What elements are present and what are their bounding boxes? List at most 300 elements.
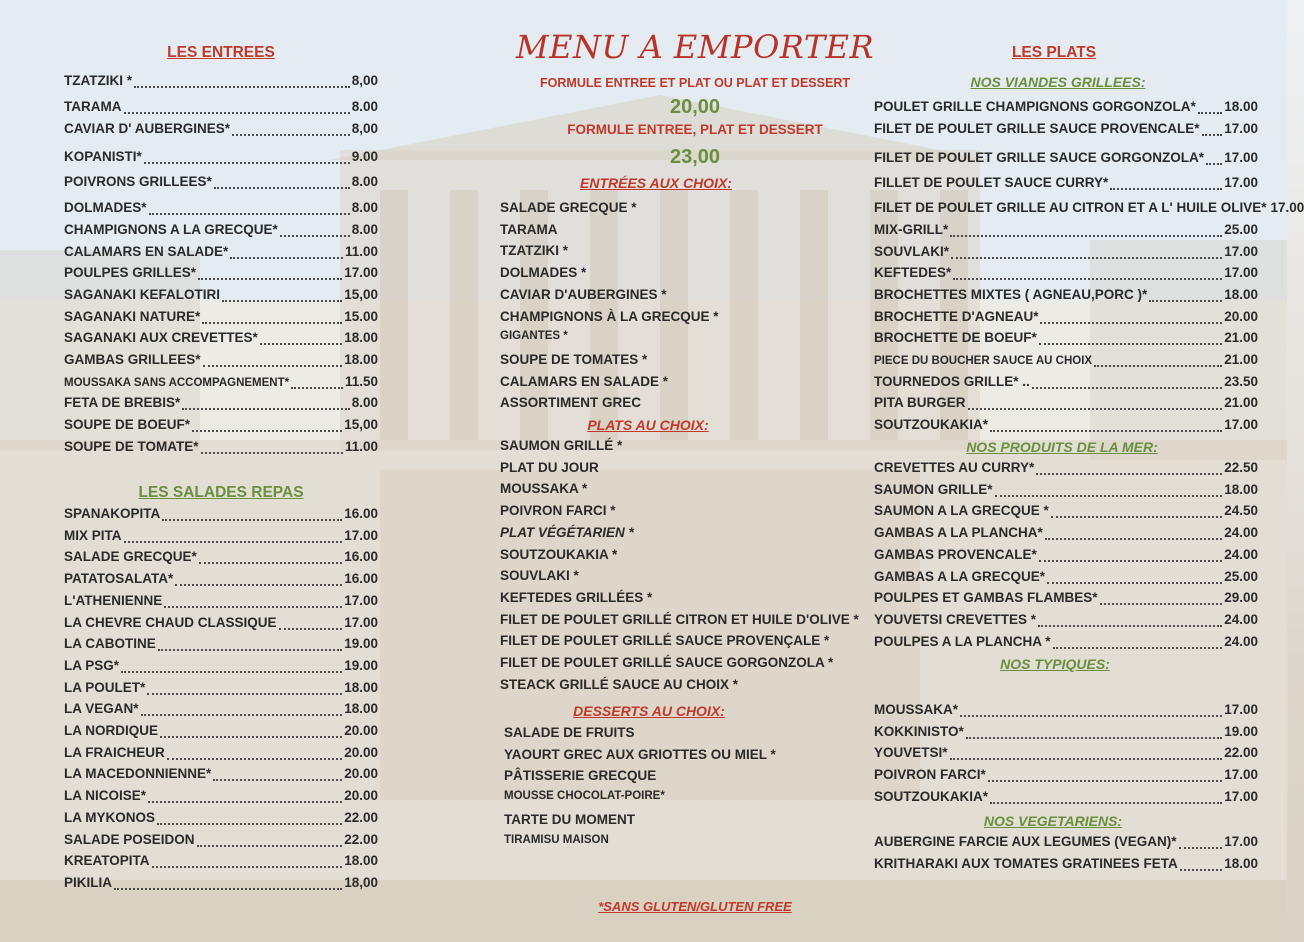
menu-item-price: 8,00 <box>351 73 378 88</box>
dot-leader <box>1149 299 1222 302</box>
dot-leader <box>260 342 342 345</box>
menu-item-price: 17.00 <box>1224 789 1258 804</box>
menu-item-price: 21.00 <box>1224 352 1258 367</box>
menu-item-row <box>64 352 378 372</box>
menu-item-row <box>874 834 1258 854</box>
menu-item-row <box>874 745 1258 765</box>
menu-item-name: L'ATHENIENNE <box>64 593 163 608</box>
menu-item-row <box>874 175 1258 195</box>
mer-heading: NOS PRODUITS DE LA MER: <box>966 439 1158 455</box>
menu-item-name: PIECE DU BOUCHER SAUCE AU CHOIX <box>874 355 1093 367</box>
menu-item-price: 17.00 <box>1224 767 1258 782</box>
menu-item-name: PITA BURGER <box>874 395 966 410</box>
menu-item-price: 17.00 <box>1224 244 1258 259</box>
menu-item-row <box>64 99 378 119</box>
menu-item-name: SOUPE DE TOMATE* <box>64 439 199 454</box>
menu-item-row <box>64 417 378 437</box>
menu-item-name: KEFTEDES* <box>874 265 952 280</box>
menu-item-price: 18.00 <box>344 330 378 345</box>
menu-item-price: 15,00 <box>344 417 378 432</box>
dot-leader <box>201 451 343 454</box>
menu-item-price: 8.00 <box>351 200 378 215</box>
dot-leader <box>157 822 342 825</box>
menu-item-name: BROCHETTES MIXTES ( AGNEAU,PORC )* <box>874 287 1148 302</box>
menu-item-row <box>64 528 378 548</box>
menu-item-name: SOUVLAKI* <box>874 244 950 259</box>
dot-leader <box>1047 581 1222 584</box>
menu-item-name: FILET DE POULET GRILLE SAUCE GORGONZOLA* <box>874 150 1205 165</box>
dot-leader <box>291 386 343 389</box>
menu-item-name: YOUVETSI* <box>874 745 948 760</box>
menu-item-row <box>64 701 378 721</box>
menu-item-price: 17.00 <box>344 265 378 280</box>
menu-item-name: GAMBAS A LA PLANCHA* <box>874 525 1043 540</box>
menu-item-row <box>64 149 378 169</box>
menu-item: TIRAMISU MAISON <box>504 834 609 846</box>
menu-item-name: SPANAKOPITA <box>64 506 161 521</box>
menu-item-name: SOUPE DE BOEUF* <box>64 417 191 432</box>
menu-item-row <box>64 658 378 678</box>
menu-item-price: 17.00 <box>1224 121 1258 136</box>
dot-leader <box>148 800 342 803</box>
menu-item-row <box>64 593 378 613</box>
menu-item-name: PIKILIA <box>64 875 113 890</box>
menu-item-price: 8.00 <box>351 222 378 237</box>
menu-item-price: 17.00 <box>344 615 378 630</box>
menu-item-name: POULPES GRILLES* <box>64 265 197 280</box>
menu-item: SAUMON GRILLÉ * <box>500 438 623 453</box>
formule-entree-plat: FORMULE ENTREE ET PLAT OU PLAT ET DESSERT <box>540 76 850 90</box>
menu-item-price: 21.00 <box>1224 395 1258 410</box>
plats-heading: LES PLATS <box>1011 44 1097 61</box>
menu-item-row <box>64 439 378 459</box>
menu-item-price: 17.00 <box>344 528 378 543</box>
formule-entree-plat-price: 20,00 <box>669 96 721 118</box>
menu-item-price: 22.00 <box>344 832 378 847</box>
menu-item-price: 11.00 <box>344 439 378 454</box>
menu-item-row <box>874 590 1258 610</box>
menu-item-name: LA MACEDONNIENNE* <box>64 766 212 781</box>
menu-item-price: 18.00 <box>1224 287 1258 302</box>
menu-item-row <box>64 636 378 656</box>
menu-item-price: 11.50 <box>344 374 378 389</box>
menu-item-row <box>874 702 1258 722</box>
menu-item-price: 19.00 <box>344 658 378 673</box>
menu-item-price: 8.00 <box>351 99 378 114</box>
menu-item-row <box>874 265 1258 285</box>
menu-item: FILET DE POULET GRILLÉ SAUCE GORGONZOLA * <box>500 655 834 670</box>
menu-item-name: SAGANAKI AUX CREVETTES* <box>64 330 258 345</box>
dot-leader <box>214 186 350 189</box>
menu-item-price: 19.00 <box>344 636 378 651</box>
menu-item-row <box>874 856 1258 876</box>
menu-item-price: 18.00 <box>344 680 378 695</box>
menu-item: ASSORTIMENT GREC <box>500 395 642 410</box>
gluten-free-note: *SANS GLUTEN/GLUTEN FREE <box>598 899 792 914</box>
dot-leader <box>1036 472 1222 475</box>
dot-leader <box>167 757 342 760</box>
menu-item-name: AUBERGINE FARCIE AUX LEGUMES (VEGAN)* <box>874 834 1177 849</box>
menu-item: PLAT DU JOUR <box>500 460 599 475</box>
menu-item-row <box>64 745 378 765</box>
menu-item-price: 24.50 <box>1224 503 1258 518</box>
dot-leader <box>230 256 343 259</box>
dot-leader <box>1039 559 1222 562</box>
menu-item: PÂTISSERIE GRECQUE <box>504 768 657 783</box>
menu-item-name: SALADE GRECQUE* <box>64 549 197 564</box>
menu-item-price: 25.00 <box>1224 222 1258 237</box>
dot-leader <box>279 627 343 630</box>
menu-item: PLAT VÉGÉTARIEN * <box>500 525 634 540</box>
dot-leader <box>990 801 1222 804</box>
menu-item-name: LA PSG* <box>64 658 120 673</box>
menu-item-price: 20.00 <box>344 766 378 781</box>
dot-leader <box>1202 133 1223 136</box>
menu-item-name: MIX PITA <box>64 528 122 543</box>
menu-item: CHAMPIGNONS À LA GRECQUE * <box>500 309 719 324</box>
menu-item-name: POIVRON FARCI* <box>874 767 986 782</box>
menu-item-name: MIX-GRILL* <box>874 222 949 237</box>
entrees-heading: LES ENTREES <box>167 44 275 61</box>
menu-item-row <box>874 150 1258 170</box>
menu-item-price: 29.00 <box>1224 590 1258 605</box>
menu-item: MOUSSAKA * <box>500 481 588 496</box>
menu-item-price: 17.00 <box>1224 417 1258 432</box>
menu-item-name: LA CHEVRE CHAUD CLASSIQUE <box>64 615 277 630</box>
menu-item: SOUTZOUKAKIA * <box>500 547 618 562</box>
menu-item-price: 16.00 <box>344 549 378 564</box>
menu-item-row <box>874 374 1258 394</box>
menu-item-row <box>874 460 1258 480</box>
dot-leader <box>114 887 342 890</box>
menu-item: FILET DE POULET GRILLÉ CITRON ET HUILE D'OLIVE * <box>500 612 859 627</box>
menu-item: SOUVLAKI * <box>500 568 579 583</box>
dot-leader <box>1206 162 1222 165</box>
menu-item-name: CREVETTES AU CURRY* <box>874 460 1035 475</box>
menu-item-name: LA FRAICHEUR <box>64 745 165 760</box>
menu-item: YAOURT GREC AUX GRIOTTES OU MIEL * <box>504 747 776 762</box>
menu-item-row <box>64 200 378 220</box>
dot-leader <box>158 648 342 651</box>
menu-item-price: 24.00 <box>1224 612 1258 627</box>
dot-leader <box>1100 602 1223 605</box>
menu-item-price: 18.00 <box>1224 482 1258 497</box>
menu-item-name: FILET DE POULET GRILLE SAUCE PROVENCALE* <box>874 121 1200 136</box>
dot-leader <box>162 518 342 521</box>
dot-leader <box>988 779 1222 782</box>
menu-item-row <box>64 287 378 307</box>
menu-item-price: 19.00 <box>1224 724 1258 739</box>
menu-item-price: 23.50 <box>1224 374 1258 389</box>
menu-item-name: GAMBAS GRILLEES* <box>64 352 201 367</box>
dot-leader <box>990 429 1222 432</box>
menu-item-name: FILET DE POULET GRILLE AU CITRON ET A L' HUILE OLIVE* <box>874 200 1267 215</box>
dot-leader <box>1094 364 1222 367</box>
menu-item: SALADE DE FRUITS <box>504 725 635 740</box>
menu-item-price: 16.00 <box>344 571 378 586</box>
dot-leader <box>966 736 1222 739</box>
menu-item-row <box>64 615 378 635</box>
dot-leader <box>192 429 342 432</box>
menu-item-price: 18.00 <box>1224 99 1258 114</box>
menu-item-price: 20.00 <box>344 745 378 760</box>
dot-leader <box>175 583 342 586</box>
dot-leader <box>968 407 1223 410</box>
menu-item-row <box>64 174 378 194</box>
dot-leader <box>149 212 350 215</box>
menu-item-row <box>874 767 1258 787</box>
dot-leader <box>232 133 350 136</box>
menu-item: TZATZIKI * <box>500 243 568 258</box>
menu-item-row <box>64 788 378 808</box>
menu-item-name: CAVIAR D' AUBERGINES* <box>64 121 230 136</box>
menu-item-name: KREATOPITA <box>64 853 150 868</box>
salades-heading: LES SALADES REPAS <box>138 484 304 501</box>
menu-item-row <box>874 244 1258 264</box>
dot-leader <box>164 605 342 608</box>
dot-leader <box>1045 537 1222 540</box>
formule-entree-plat-dessert-price: 23,00 <box>669 146 721 168</box>
menu-title: MENU A EMPORTER <box>515 28 875 66</box>
menu-item: TARAMA <box>500 222 558 237</box>
menu-item-price: 20.00 <box>1224 309 1258 324</box>
menu-item-name: LA VEGAN* <box>64 701 139 716</box>
menu-item-name: POULPES ET GAMBAS FLAMBES* <box>874 590 1098 605</box>
menu-item-row <box>64 374 378 394</box>
menu-item-price: 17.00 <box>1224 265 1258 280</box>
menu-item-row <box>64 265 378 285</box>
menu-item: TARTE DU MOMENT <box>504 812 635 827</box>
dot-leader <box>960 714 1222 717</box>
menu-item-name: TOURNEDOS GRILLE* .. <box>874 374 1030 389</box>
dot-leader <box>134 85 350 88</box>
menu-item-name: YOUVETSI CREVETTES * <box>874 612 1037 627</box>
menu-item: CAVIAR D'AUBERGINES * <box>500 287 667 302</box>
menu-item-name: DOLMADES* <box>64 200 147 215</box>
menu-item-price: 18.00 <box>1224 856 1258 871</box>
dot-leader <box>953 277 1222 280</box>
dot-leader <box>1198 111 1222 114</box>
menu-item-price: 20.00 <box>344 788 378 803</box>
dot-leader <box>222 299 342 302</box>
menu-item-price: 17.00 <box>1224 175 1258 190</box>
menu-item-row <box>874 222 1258 242</box>
dot-leader <box>152 865 343 868</box>
formule-entree-plat-dessert: FORMULE ENTREE, PLAT ET DESSERT <box>567 122 823 137</box>
menu-item-price: 8.00 <box>351 174 378 189</box>
dot-leader <box>1179 846 1223 849</box>
menu-item-name: POULPES A LA PLANCHA * <box>874 634 1051 649</box>
dot-leader <box>202 321 342 324</box>
dot-leader <box>1180 868 1222 871</box>
menu-item-row <box>64 723 378 743</box>
dot-leader <box>1039 342 1222 345</box>
plats-choix-heading: PLATS AU CHOIX: <box>587 417 709 433</box>
dot-leader <box>1038 624 1222 627</box>
menu-item: DOLMADES * <box>500 265 587 280</box>
menu-item: GIGANTES * <box>500 330 568 342</box>
menu-item-row <box>64 222 378 242</box>
dot-leader <box>950 757 1223 760</box>
menu-item-name: LA POULET* <box>64 680 146 695</box>
menu-item-row <box>64 810 378 830</box>
menu-item-row <box>874 395 1258 415</box>
menu-item: POIVRON FARCI * <box>500 503 616 518</box>
menu-item-name: SALADE POSEIDON <box>64 832 195 847</box>
menu-item-row <box>64 121 378 141</box>
menu-item-price: 15.00 <box>344 309 378 324</box>
menu-item-price: 24.00 <box>1224 634 1258 649</box>
menu-item-name: MOUSSAKA* <box>874 702 959 717</box>
menu-item-name: TZATZIKI * <box>64 73 132 88</box>
viandes-heading: NOS VIANDES GRILLEES: <box>970 74 1146 90</box>
dot-leader <box>141 713 343 716</box>
menu-item-row <box>874 330 1258 350</box>
dot-leader <box>950 234 1222 237</box>
menu-item-name: LA NICOISE* <box>64 788 147 803</box>
dot-leader <box>147 692 342 695</box>
menu-item-row <box>64 853 378 873</box>
menu-item-row <box>874 612 1258 632</box>
menu-item-price: 21.00 <box>1224 330 1258 345</box>
dot-leader <box>951 256 1222 259</box>
menu-item-price: 17.00 <box>1224 150 1258 165</box>
menu-item-row <box>874 525 1258 545</box>
dot-leader <box>197 844 343 847</box>
menu-item-price: 22.00 <box>344 810 378 825</box>
menu-item-row <box>874 569 1258 589</box>
dot-leader <box>995 494 1223 497</box>
menu-item: KEFTEDES GRILLÉES * <box>500 590 653 605</box>
dot-leader <box>198 277 342 280</box>
menu-item: SOUPE DE TOMATES * <box>500 352 648 367</box>
menu-item-price: 17.00 <box>1224 834 1258 849</box>
menu-item-name: SAGANAKI NATURE* <box>64 309 201 324</box>
menu-item-row <box>874 200 1304 220</box>
menu-item-name: LA MYKONOS <box>64 810 155 825</box>
menu-item: FILET DE POULET GRILLÉ SAUCE PROVENÇALE * <box>500 633 830 648</box>
dot-leader <box>203 364 343 367</box>
menu-item-price: 24.00 <box>1224 525 1258 540</box>
menu-item-name: PATATOSALATA* <box>64 571 174 586</box>
menu-item-price: 25.00 <box>1224 569 1258 584</box>
menu-item-name: SAUMON A LA GRECQUE * <box>874 503 1049 518</box>
menu-item-price: 18.00 <box>344 701 378 716</box>
menu-item-row <box>874 789 1258 809</box>
menu-item: MOUSSE CHOCOLAT-POIRE* <box>504 790 665 802</box>
dot-leader <box>280 234 350 237</box>
menu-item: STEACK GRILLÉ SAUCE AU CHOIX * <box>500 677 739 692</box>
menu-item-name: SAGANAKI KEFALOTIRI <box>64 287 221 302</box>
menu-item-name: MOUSSAKA SANS ACCOMPAGNEMENT* <box>64 377 290 389</box>
menu-item-row <box>874 99 1258 119</box>
menu-item-row <box>64 766 378 786</box>
menu-item-name: SOUTZOUKAKIA* <box>874 789 988 804</box>
menu-item-name: GAMBAS PROVENCALE* <box>874 547 1037 562</box>
menu-item-name: POULET GRILLE CHAMPIGNONS GORGONZOLA* <box>874 99 1196 114</box>
menu-item-name: KRITHARAKI AUX TOMATES GRATINEES FETA <box>874 856 1178 871</box>
menu-item-price: 17.00 <box>344 593 378 608</box>
menu-item-row <box>874 352 1258 372</box>
menu-item-row <box>64 571 378 591</box>
dot-leader <box>213 778 342 781</box>
menu-item-row <box>64 73 378 93</box>
menu-item-name: LA CABOTINE <box>64 636 156 651</box>
menu-item-row <box>874 634 1258 654</box>
dot-leader <box>1053 646 1223 649</box>
typiques-heading: NOS TYPIQUES: <box>1000 656 1110 672</box>
menu-item-price: 17.00 <box>1224 702 1258 717</box>
dot-leader <box>1110 187 1222 190</box>
menu-item-name: FETA DE BREBIS* <box>64 395 181 410</box>
dot-leader <box>121 670 342 673</box>
menu-item-price: 24.00 <box>1224 547 1258 562</box>
dot-leader <box>1051 515 1222 518</box>
menu-item-row <box>64 309 378 329</box>
menu-item-row <box>64 395 378 415</box>
dot-leader <box>144 161 350 164</box>
menu-item-price: 8,00 <box>351 121 378 136</box>
menu-item-name: BROCHETTE D'AGNEAU* <box>874 309 1039 324</box>
menu-item-row <box>874 121 1258 141</box>
menu-item-row <box>874 503 1258 523</box>
menu-item-row <box>874 417 1258 437</box>
menu-item-row <box>874 309 1258 329</box>
menu-item-name: BROCHETTE DE BOEUF* <box>874 330 1037 345</box>
menu-item-price: 16.00 <box>344 506 378 521</box>
menu-item-row <box>64 549 378 569</box>
dot-leader <box>160 735 342 738</box>
dot-leader <box>1040 321 1222 324</box>
desserts-choix-heading: DESSERTS AU CHOIX: <box>573 703 725 719</box>
menu-item-row <box>64 832 378 852</box>
menu-item-name: LA NORDIQUE <box>64 723 158 738</box>
menu-item-row <box>64 244 378 264</box>
menu-item-name: SAUMON GRILLE* <box>874 482 993 497</box>
menu-item-row <box>874 547 1258 567</box>
vegetariens-heading: NOS VEGETARIENS: <box>983 813 1123 829</box>
menu-item-price: 22.50 <box>1224 460 1258 475</box>
menu-item-name: SOUTZOUKAKIA* <box>874 417 988 432</box>
dot-leader <box>182 407 349 410</box>
menu-item-name: TARAMA <box>64 99 122 114</box>
dot-leader <box>124 111 350 114</box>
dot-leader <box>124 540 343 543</box>
menu-item-name: KOKKINISTO* <box>874 724 964 739</box>
menu-item-row <box>874 724 1258 744</box>
menu-item: CALAMARS EN SALADE * <box>500 374 669 389</box>
dot-leader <box>199 561 342 564</box>
menu-item-price: 22.00 <box>1224 745 1258 760</box>
menu-item-name: CHAMPIGNONS A LA GRECQUE* <box>64 222 278 237</box>
menu-item-price: 8.00 <box>351 395 378 410</box>
menu-item-price: 18.00 <box>344 352 378 367</box>
menu-item-row <box>874 482 1258 502</box>
menu-item-price: 18,00 <box>344 875 378 890</box>
menu-item-price: 9.00 <box>351 149 378 164</box>
menu-item-price: 17.00 <box>1270 200 1304 215</box>
menu-item-price: 15,00 <box>344 287 378 302</box>
menu-item-name: KOPANISTI* <box>64 149 142 164</box>
menu-item-price: 18.00 <box>344 853 378 868</box>
menu-item-row <box>64 875 378 895</box>
menu-item-row <box>874 287 1258 307</box>
entrees-choix-heading: ENTRÉES AUX CHOIX: <box>580 175 732 191</box>
menu-item-row <box>64 506 378 526</box>
menu-item-name: CALAMARS EN SALADE* <box>64 244 229 259</box>
menu-item-price: 11.00 <box>344 244 378 259</box>
menu-item: SALADE GRECQUE * <box>500 200 637 215</box>
